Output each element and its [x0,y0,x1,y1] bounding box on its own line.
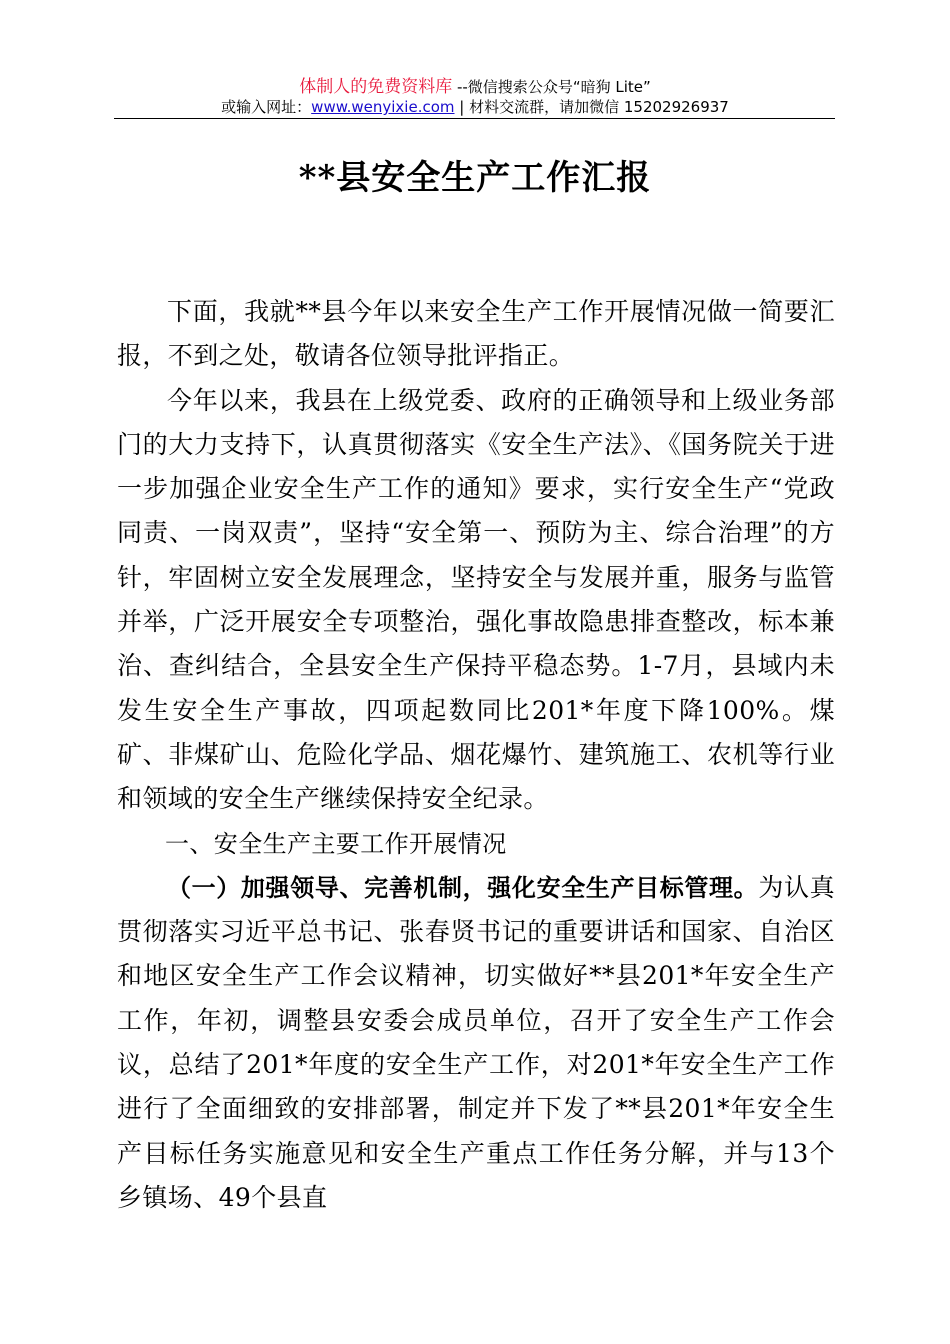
document-body [117,290,835,1220]
paragraph-overview: 今年以来，我县在上级党委、政府的正确领导和上级业务部门的大力支持下，认真贯彻落实《安全生产法》、《国务院关于进一步加强企业安全生产工作的通知》要求，实行安全生产“党政同责、一岗双责”，坚持“安全第一、预防为主、综合治理”的方针，牢固树立安全发展理念，坚持安全与发展并重，服务与监管并举，广泛开展安全专项整治，强化事故隐患排查整改，标本兼治、查纠结合，全县安全生产保持平稳态势。1-7月，县域内未发生安全生产事故，四项起数同比201*年度下降100%。煤矿、非煤矿山、危险化学品、烟花爆竹、建筑施工、农机等行业和领域的安全生产继续保持安全纪录。 [117,385,835,814]
paragraph-intro: 下面，我就**县今年以来安全生产工作开展情况做一简要汇报，不到之处，敬请各位领导批评指正。 [117,297,835,371]
url-prefix: 或输入网址： [221,98,312,116]
document-title: **县安全生产工作汇报 [298,158,652,198]
header-line-1 [0,72,950,97]
header-divider [114,118,835,119]
tagline-text: --微信搜索公众号“暗狗 Lite” [452,78,651,96]
section-heading-1: 一、安全生产主要工作开展情况 [165,829,507,858]
subsection-text: 为认真贯彻落实习近平总书记、张春贤书记的重要讲话和国家、自治区和地区安全生产工作会议精神，切实做好**县201*年安全生产工作，年初，调整县安委会成员单位，召开了安全生产工作会议，总结了201*年度的安全生产工作，对201*年安全生产工作进行了全面细致的安排部署，制定并下发了**县201*年安全生产目标任务实施意见和安全生产重点工作任务分解，并与13个乡镇场、49个县直 [117,872,835,1212]
subsection-heading: （一）加强领导、完善机制，强化安全生产目标管理。 [167,873,759,902]
brand-text: 体制人的免费资料库 [299,77,453,97]
header-line-2 [0,96,950,117]
contact-text: | 材料交流群，请加微信 15202926937 [454,98,729,116]
paragraph-section-1-1 [117,866,835,1220]
website-link[interactable]: www.wenyixie.com [311,98,455,116]
